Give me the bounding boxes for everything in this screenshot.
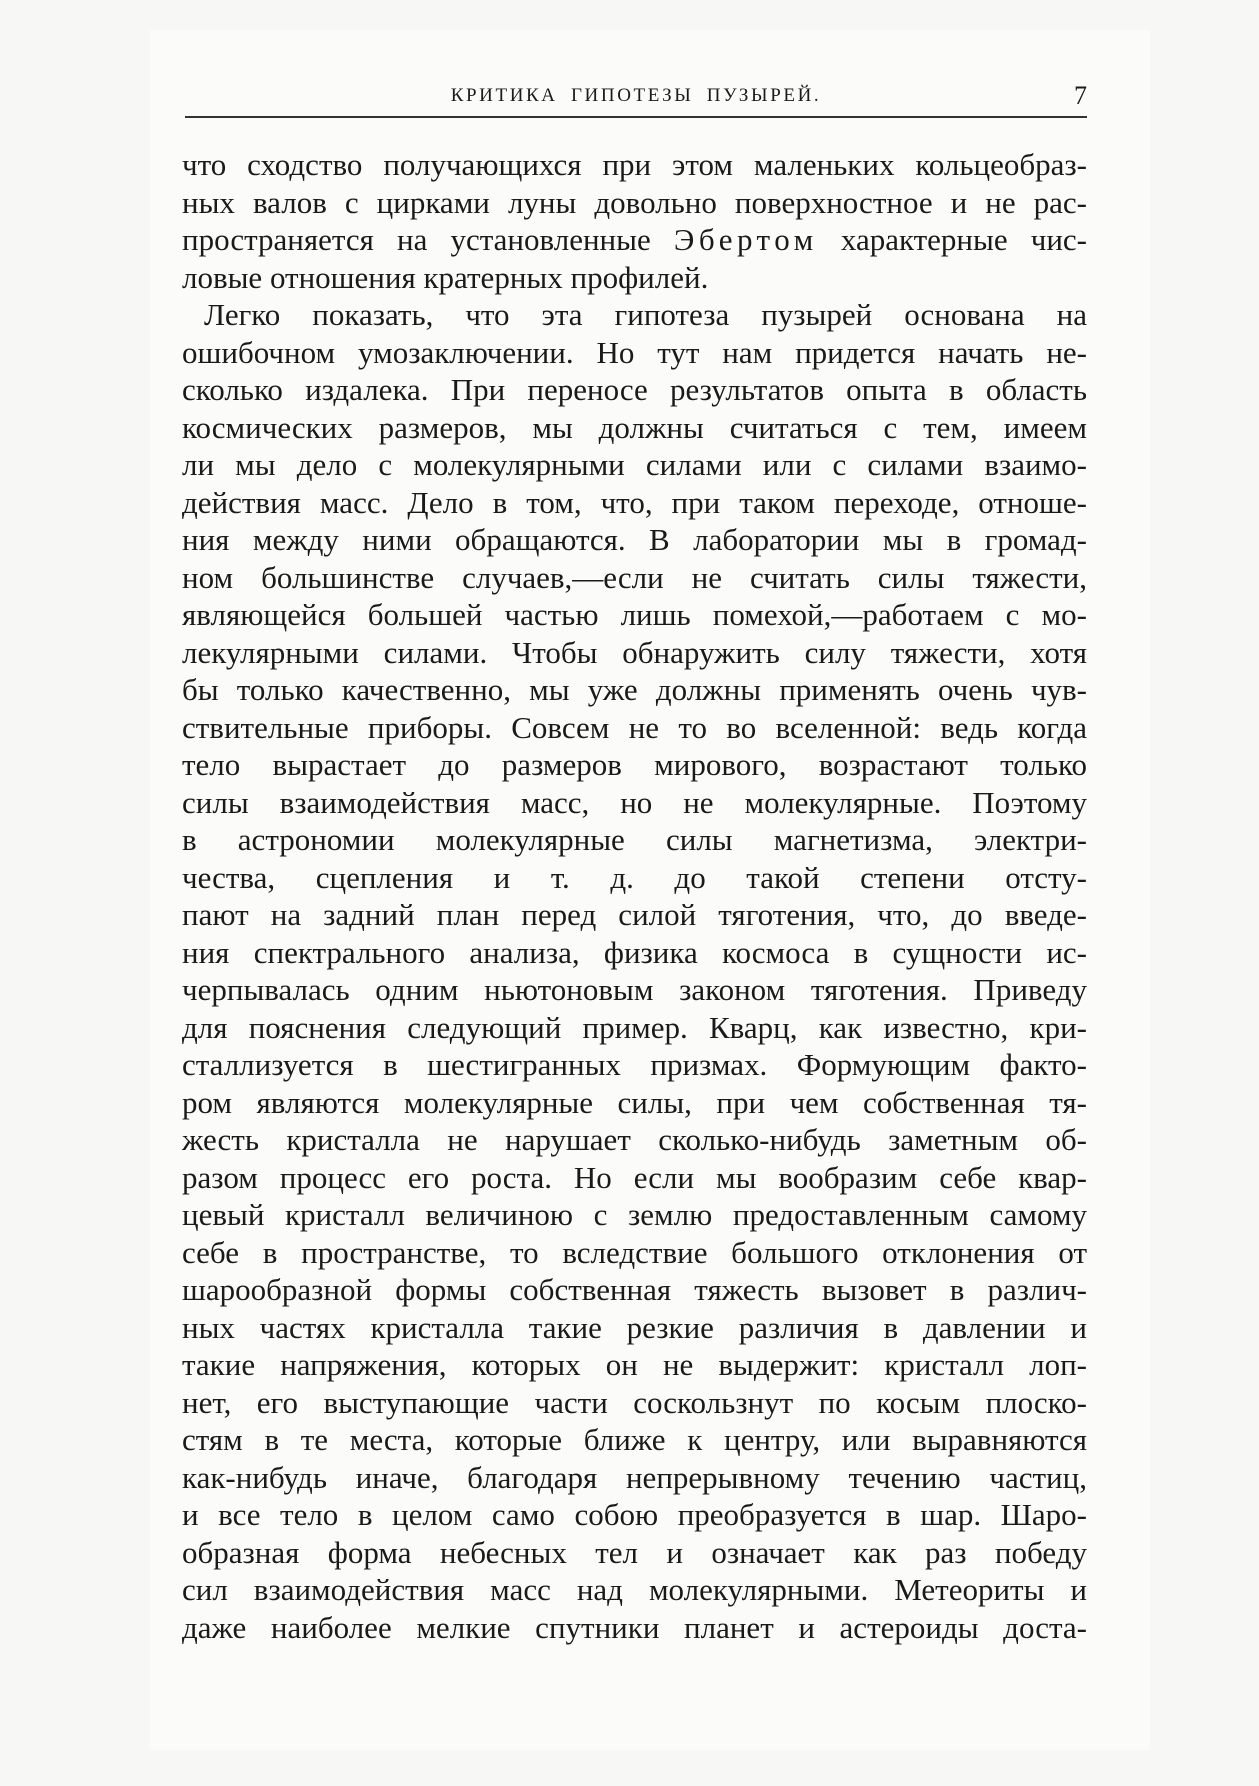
text-line: лекулярными силами. Чтобы обнаружить силу тяжести, хотя bbox=[182, 634, 1087, 670]
text-line: космических размеров, мы должны считаться с тем, имеем bbox=[182, 409, 1087, 445]
text-line: стям в те места, которые ближе к центру, или выравняются bbox=[182, 1422, 1087, 1457]
text-line: ошибочном умозаключении. Но тут нам придется начать не- bbox=[182, 334, 1087, 370]
text-line: образная форма небесных тел и означает как раз победу bbox=[182, 1534, 1087, 1570]
text-line: шарообразной формы собственная тяжесть вызовет в различ- bbox=[182, 1272, 1087, 1307]
text-line: черпывалась одним ньютоновым законом тяготения. Приведу bbox=[182, 972, 1087, 1007]
text-line: для пояснения следующий пример. Кварц, как известно, кри- bbox=[182, 1009, 1087, 1045]
header-rule bbox=[185, 116, 1087, 118]
text-line: ли мы дело с молекулярными силами или с силами взаимо- bbox=[182, 447, 1087, 482]
text-line: разом процесс его роста. Но если мы вообразим себе квар- bbox=[182, 1159, 1087, 1195]
text-line: тело вырастает до размеров мирового, возрастают только bbox=[182, 747, 1087, 782]
text-line: ных частях кристалла такие резкие различия в давлении и bbox=[182, 1309, 1087, 1345]
text-line: нет, его выступающие части соскользнут по косым плоско- bbox=[182, 1384, 1087, 1420]
text-line: сталлизуется в шестигранных призмах. Формующим факто- bbox=[182, 1047, 1087, 1082]
page-header bbox=[185, 83, 1087, 115]
body-text bbox=[182, 146, 1087, 1646]
text-line: Легко показать, что эта гипотеза пузырей основана на bbox=[204, 297, 1087, 332]
author-name-spaced: Эбертом bbox=[673, 222, 818, 257]
text-line: являющейся большей частью лишь помехой,—работаем с мо- bbox=[182, 597, 1087, 632]
text-line: чества, сцепления и т. д. до такой степени отсту- bbox=[182, 859, 1087, 895]
text-line: бы только качественно, мы уже должны применять очень чув- bbox=[182, 672, 1087, 707]
text-line: цевый кристалл величиною с землю предоставленным самому bbox=[182, 1197, 1087, 1232]
text-line: действия масс. Дело в том, что, при таком переходе, отноше- bbox=[182, 484, 1087, 520]
running-title: КРИТИКА ГИПОТЕЗЫ ПУЗЫРЕЙ. bbox=[450, 85, 822, 106]
text-line: ловые отношения кратерных профилей. bbox=[182, 259, 709, 295]
text-line: в астрономии молекулярные силы магнетизма, электри- bbox=[182, 822, 1087, 857]
text-line: и все тело в целом само собою преобразуется в шар. Шаро- bbox=[182, 1497, 1087, 1532]
text-line: пространяется на установленные Эбертом характерные чис- bbox=[182, 222, 1088, 257]
text-line: себе в пространстве, то вследствие большого отклонения от bbox=[182, 1234, 1087, 1270]
text-line: ном большинстве случаев,—если не считать силы тяжести, bbox=[182, 559, 1087, 595]
text-line: такие напряжения, которых он не выдержит: кристалл лоп- bbox=[182, 1347, 1087, 1382]
page-number: 7 bbox=[1074, 81, 1087, 110]
text-line: ром являются молекулярные силы, при чем собственная тя- bbox=[182, 1084, 1087, 1120]
text-line: ных валов с цирками луны довольно поверхностное и не рас- bbox=[182, 184, 1087, 220]
text-line: ния спектрального анализа, физика космоса в сущности ис- bbox=[182, 934, 1087, 970]
text-line: пают на задний план перед силой тяготения, что, до введе- bbox=[182, 897, 1087, 932]
text-line: ствительные приборы. Совсем не то во вселенной: ведь когда bbox=[182, 709, 1087, 745]
text-line: даже наиболее мелкие спутники планет и астероиды доста- bbox=[182, 1609, 1087, 1645]
text-line: силы взаимодействия масс, но не молекулярные. Поэтому bbox=[182, 784, 1087, 820]
text-line: сил взаимодействия масс над молекулярными. Метеориты и bbox=[182, 1572, 1087, 1607]
text-line: что сходство получающихся при этом маленьких кольцеобраз- bbox=[182, 147, 1087, 182]
text-line: как-нибудь иначе, благодаря непрерывному течению частиц, bbox=[182, 1459, 1087, 1495]
text-line: ния между ними обращаются. В лаборатории мы в громад- bbox=[182, 522, 1087, 557]
text-line: жесть кристалла не нарушает сколько-нибудь заметным об- bbox=[182, 1122, 1087, 1157]
text-line: сколько издалека. При переносе результатов опыта в область bbox=[182, 372, 1087, 407]
